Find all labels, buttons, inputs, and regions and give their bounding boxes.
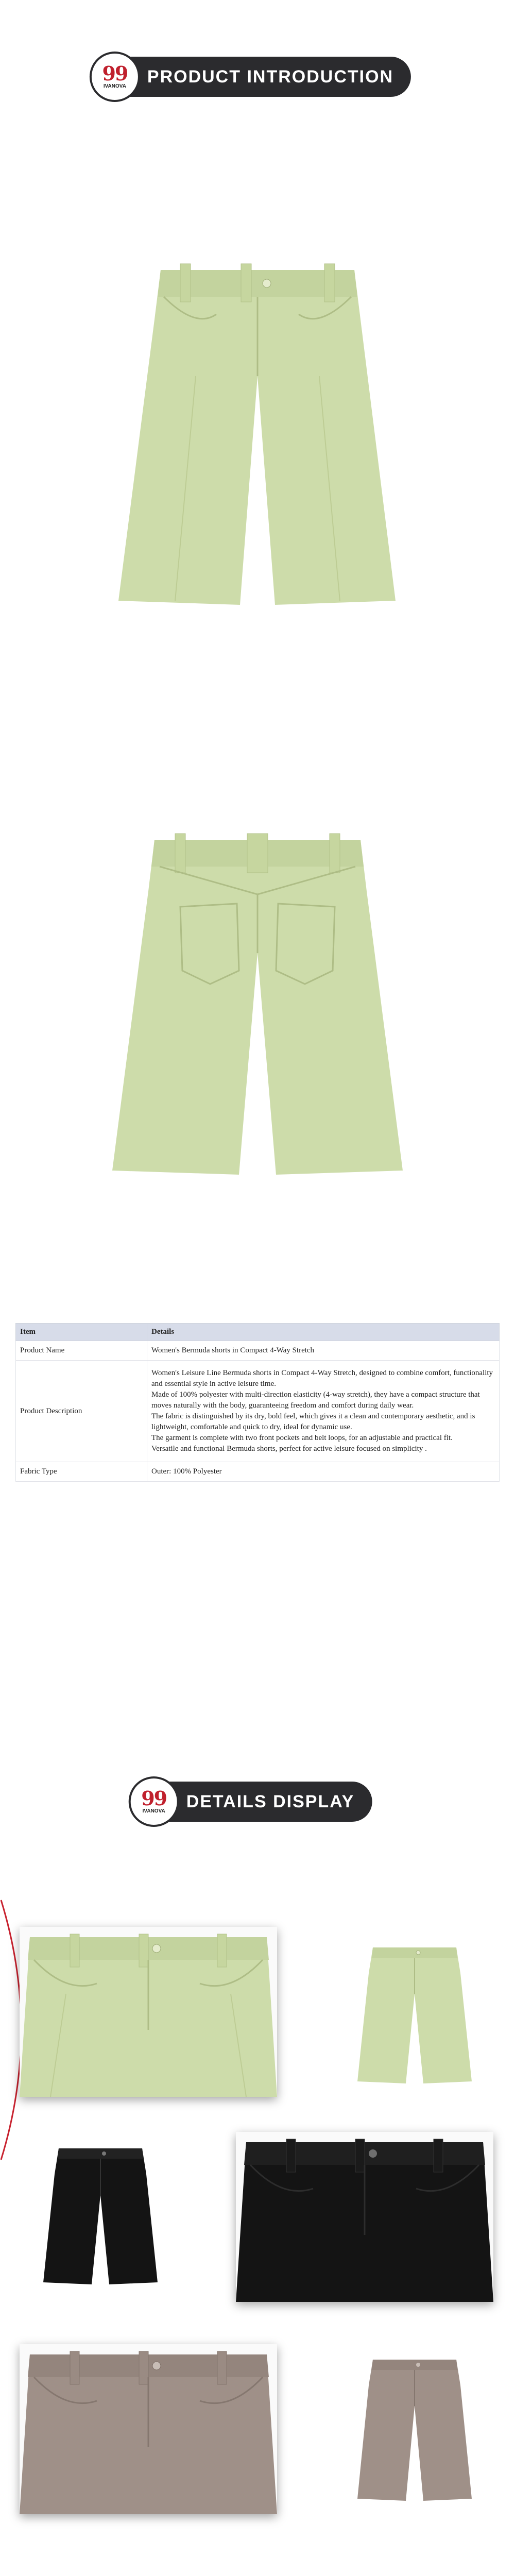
table-row	[16, 1462, 500, 1482]
logo-number: 99	[102, 62, 128, 85]
detail-taupe-small	[355, 2354, 474, 2504]
logo-number: 99	[141, 1787, 167, 1810]
table-cell-details: Outer: 100% Polyester	[147, 1462, 500, 1482]
detail-taupe-closeup	[20, 2344, 277, 2514]
table-header-details: Details	[147, 1324, 500, 1341]
table-header-item: Item	[16, 1324, 147, 1341]
logo-brand: IVANOVA	[103, 83, 126, 89]
table-cell-item: Product Description	[16, 1361, 147, 1462]
black-closeup-image	[236, 2132, 493, 2302]
detail-sage-closeup	[20, 1927, 277, 2097]
table-cell-item: Product Name	[16, 1341, 147, 1361]
description-paragraph: Made of 100% polyester with multi-direction elasticity (4-way stretch), they have a compact structure that moves naturally with the body, guaranteeing freedom and comfort during daily wear.	[151, 1391, 480, 1410]
table-cell-details: Women's Bermuda shorts in Compact 4-Way Stretch	[147, 1341, 500, 1361]
section-title: DETAILS DISPLAY	[186, 1791, 355, 1811]
detail-sage-small	[355, 1942, 474, 2087]
brand-logo	[131, 1778, 177, 1825]
brand-logo	[92, 54, 138, 100]
table-cell-item: Fabric Type	[16, 1462, 147, 1482]
shorts-front-image	[103, 206, 412, 618]
shorts-back-image	[103, 799, 412, 1211]
description-paragraph: The garment is complete with two front pockets and belt loops, for an adjustable and practical fit.	[151, 1434, 453, 1442]
table-row	[16, 1361, 500, 1462]
product-introduction-header	[104, 57, 411, 97]
logo-brand: IVANOVA	[142, 1808, 165, 1814]
detail-black-closeup	[236, 2132, 493, 2302]
sage-closeup-image	[20, 1927, 277, 2097]
product-spec-table	[15, 1323, 500, 1482]
description-paragraph: The fabric is distinguished by its dry, bold feel, which gives it a clean and contemporary aesthetic, and is lightweight, comfortable and quick to dry, ideal for dynamic use.	[151, 1412, 475, 1431]
description-paragraph: Versatile and functional Bermuda shorts, perfect for active leisure focused on simplicity .	[151, 1445, 427, 1453]
table-row	[16, 1341, 500, 1361]
detail-black-small	[41, 2143, 160, 2287]
taupe-closeup-image	[20, 2344, 277, 2514]
section-title: PRODUCT INTRODUCTION	[147, 66, 394, 87]
table-cell-details	[147, 1361, 500, 1462]
table-header-row	[16, 1324, 500, 1341]
description-paragraph: Women's Leisure Line Bermuda shorts in Compact 4-Way Stretch, designed to combine comfort, functionality and essential style in active leisure time.	[151, 1369, 493, 1388]
details-display-header	[143, 1782, 372, 1822]
